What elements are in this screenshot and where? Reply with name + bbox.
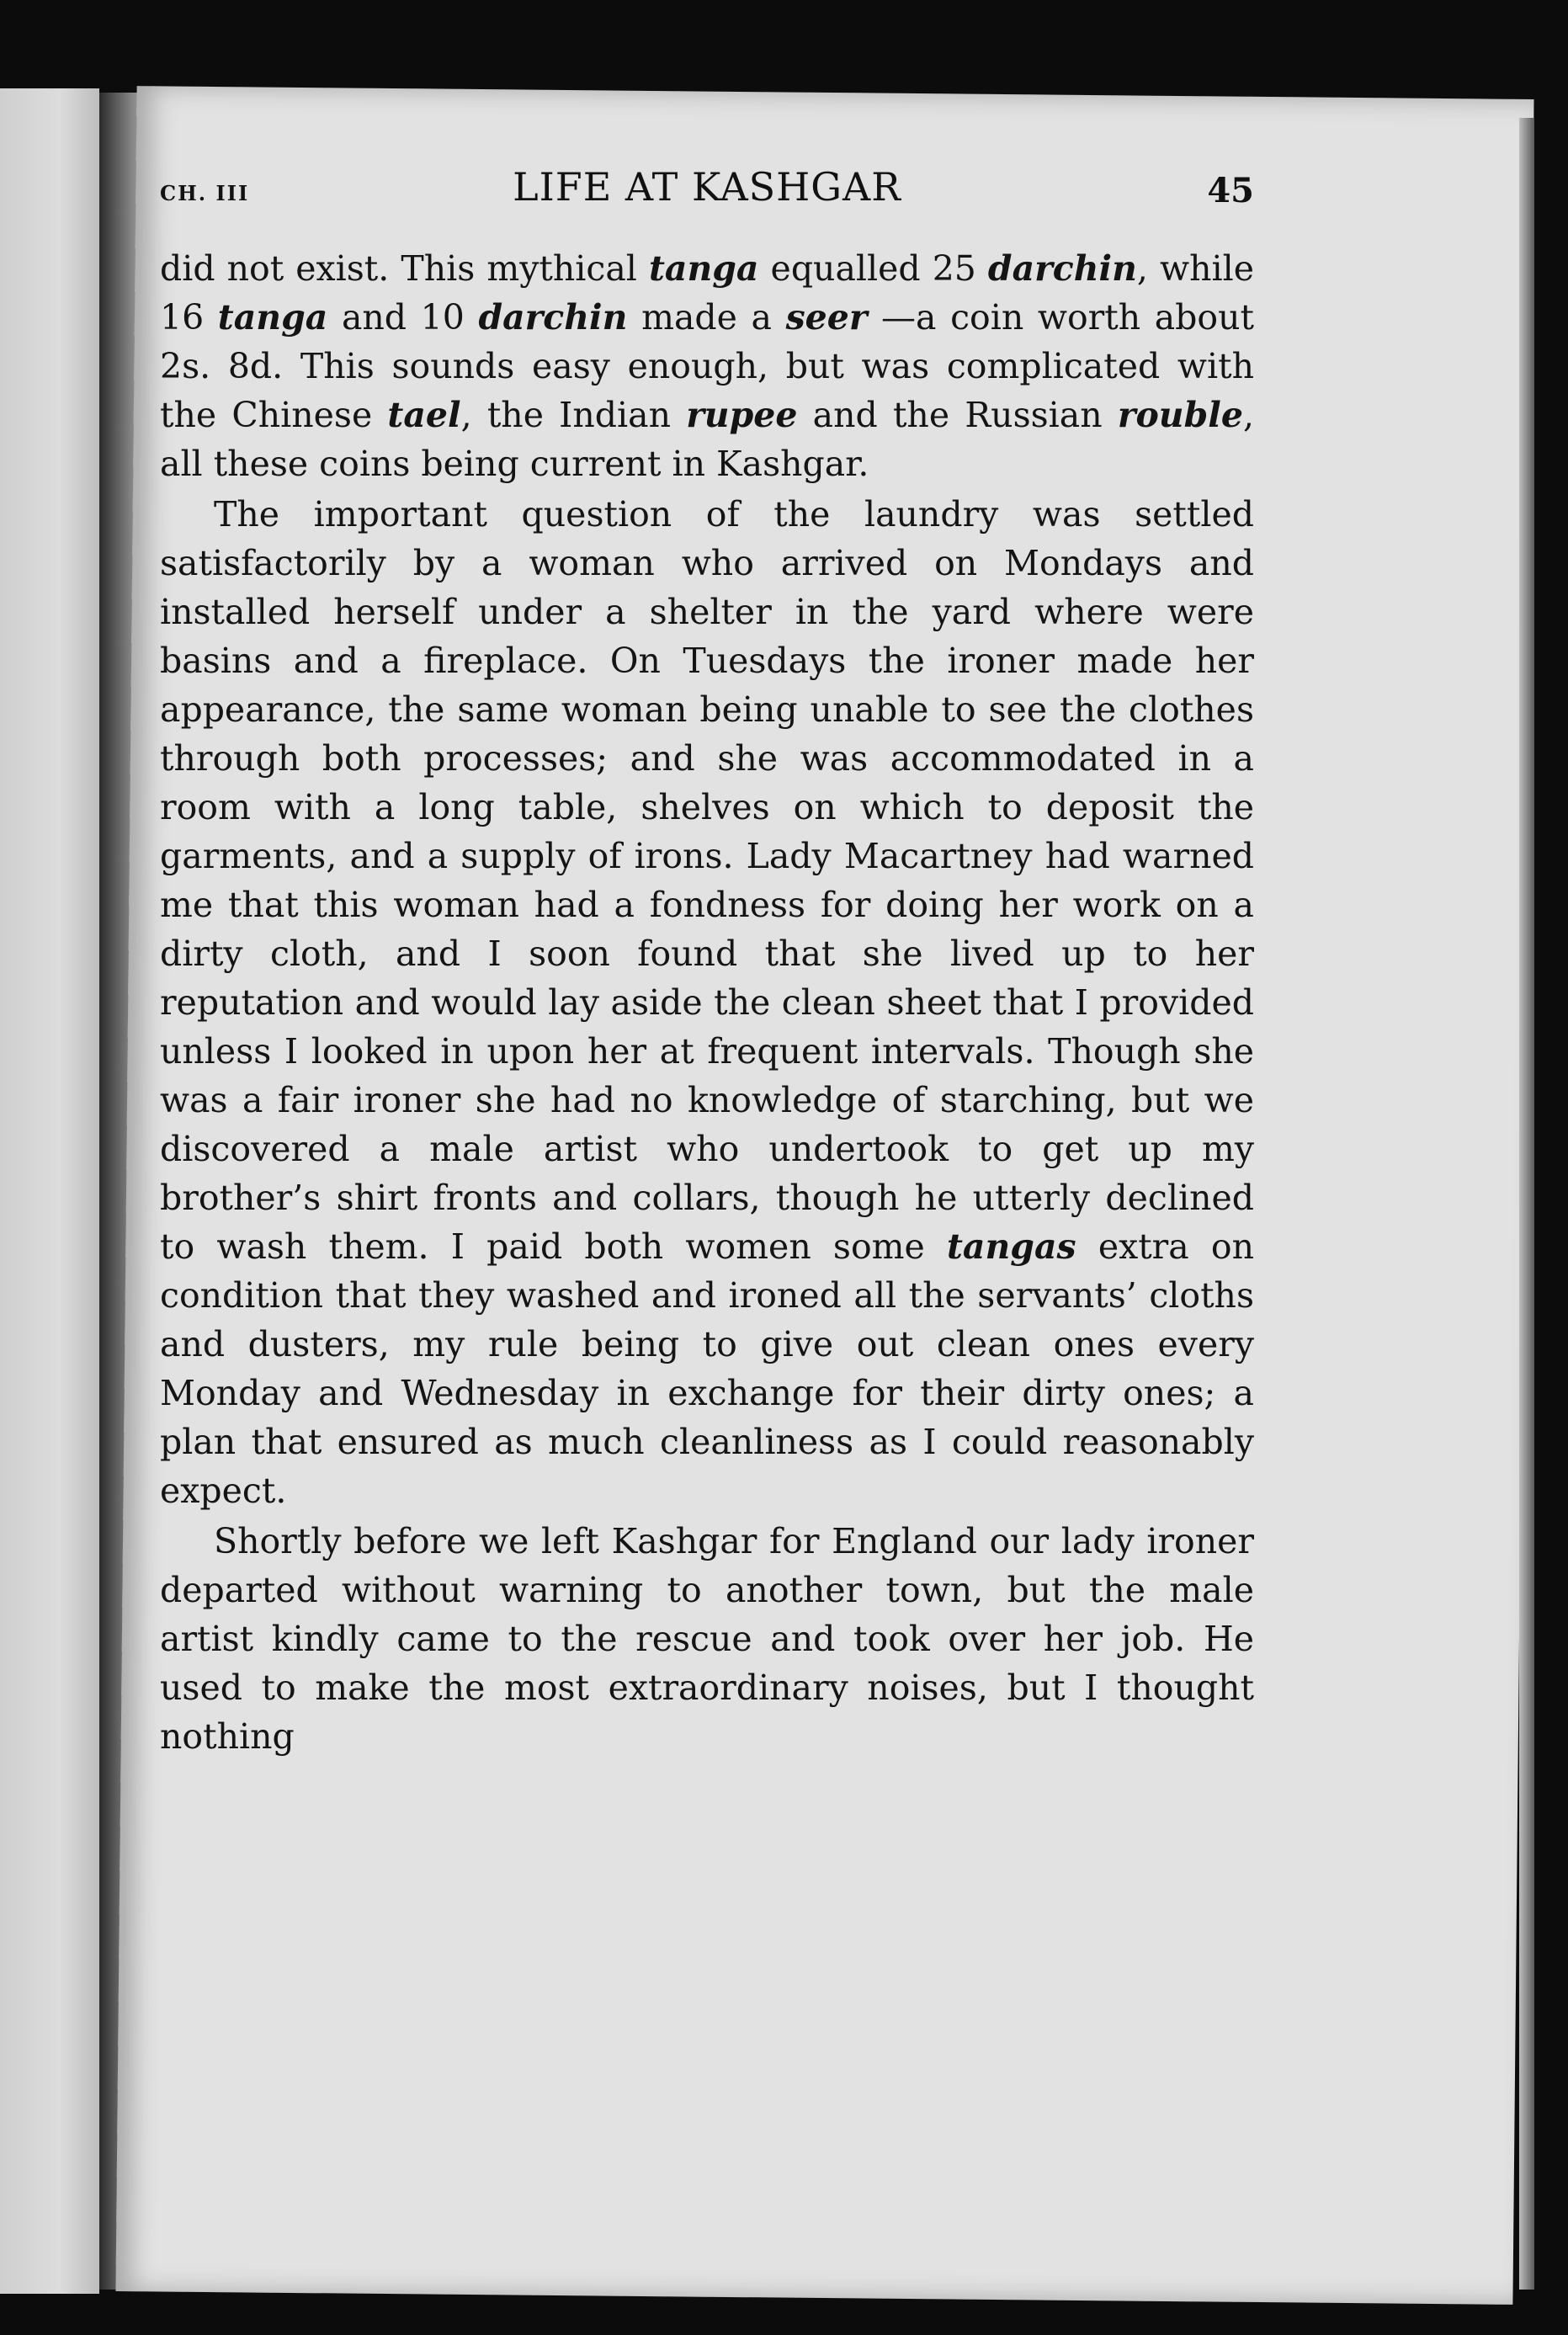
body-text — [160, 244, 1254, 1761]
italic-term: tael — [387, 395, 461, 435]
italic-term: tanga — [217, 297, 328, 338]
text-run: made a — [627, 297, 786, 338]
italic-term: rouble — [1117, 395, 1243, 435]
running-title: LIFE AT KASHGAR — [513, 164, 901, 210]
italic-term: tangas — [946, 1226, 1076, 1267]
facing-page-edge — [0, 88, 99, 2294]
text-run: did not exist. This mythical — [160, 248, 649, 289]
text-run: and the Russian — [797, 395, 1118, 435]
text-run: equalled 25 — [758, 248, 988, 289]
paragraph-1 — [160, 244, 1254, 488]
text-run: extra on condition that they washed and ironed all the servants’ cloths and dusters, my rule being to give out clean ones every Monday and Wednesday in exchange for their dirty ones; a plan that ensured as much cleanliness as I could reasonably expect. — [160, 1226, 1255, 1511]
chapter-label: CH. III — [160, 181, 250, 205]
italic-term: tanga — [648, 248, 759, 289]
text-run: Shortly before we left Kashgar for England our lady ironer departed without warning to another town, but the male artist kindly came to the rescue and took over her job. He used to make the most extraordinary noises, but I thought nothing — [160, 1521, 1254, 1757]
text-run: , the Indian — [460, 395, 687, 435]
page-number: 45 — [1207, 171, 1254, 210]
text-run: —a coin worth about 2s. 8d. This sounds easy enough, but was complicated with the Chinese — [160, 297, 1254, 435]
italic-term: seer — [785, 297, 868, 338]
text-run: and 10 — [327, 297, 479, 338]
italic-term: darchin — [478, 297, 628, 338]
text-run: , all these coins being current in Kashgar. — [160, 395, 1254, 484]
text-run: , while 16 — [160, 248, 1254, 338]
page-right-edge — [1519, 118, 1534, 2290]
paragraph-3 — [160, 1517, 1254, 1761]
paragraph-2 — [160, 490, 1254, 1515]
italic-term: darchin — [987, 248, 1137, 289]
italic-term: rupee — [686, 395, 798, 435]
text-run: The important question of the laundry was settled satisfactorily by a woman who arrived on Mondays and installed herself under a shelter in the yard where were basins and a fireplace. On Tuesdays the ironer made her appearance, the same woman being unable to see the clothes through both processes; and she was accommodated in a room with a long table, shelves on which to deposit the garments, and a supply of irons. Lady Macartney had warned me that this woman had a fondness for doing her work on a dirty cloth, and I soon found that she lived up to her reputation and would lay aside the clean sheet that I provided unless I looked in upon her at frequent intervals. Though she was a fair ironer she had no knowledge of starching, but we discovered a male artist who undertook to get up my brother’s shirt fronts and collars, though he utterly declined to wash them. I paid both women some — [160, 494, 1254, 1267]
running-head — [160, 164, 1254, 231]
